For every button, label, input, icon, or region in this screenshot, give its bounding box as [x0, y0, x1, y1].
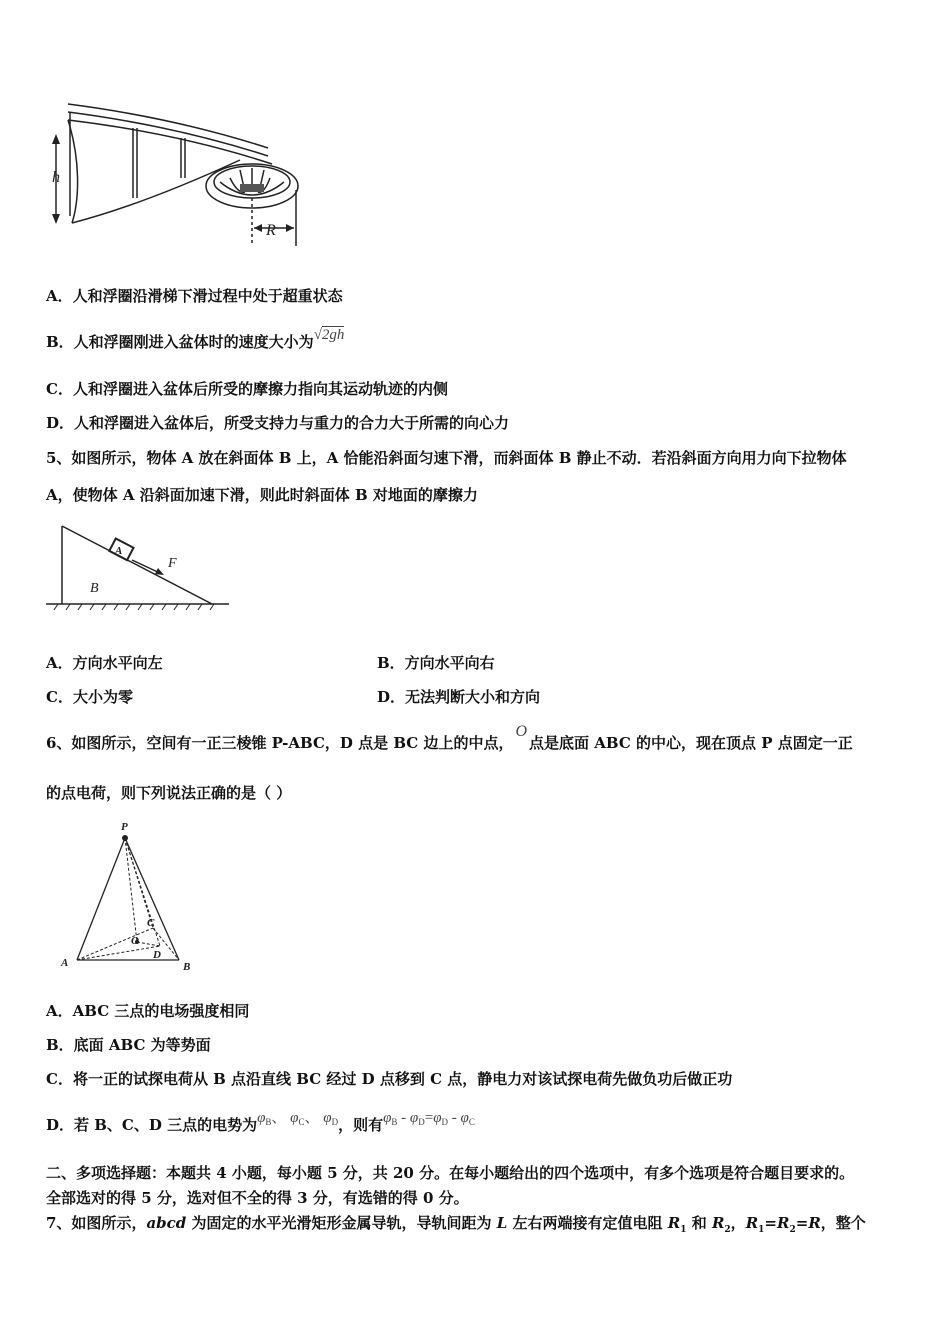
q6-option-a: A．ABC 三点的电场强度相同: [46, 1002, 250, 1020]
q5-option-c: C．大小为零: [46, 688, 133, 706]
phi-symbol: φ: [323, 1110, 332, 1126]
phi-symbol: φ: [290, 1110, 299, 1126]
radius-label: R: [266, 222, 276, 239]
vertex-p-label: P: [121, 821, 128, 833]
q7-l: L: [496, 1214, 508, 1232]
minus-sign: -: [448, 1110, 461, 1126]
incline-b-label: B: [90, 581, 99, 596]
q7-r: R: [711, 1214, 725, 1232]
q7-comma: ，: [730, 1214, 746, 1232]
equals-sign: =: [424, 1110, 434, 1126]
sub-d: D: [418, 1117, 425, 1127]
q7-r: R: [667, 1214, 681, 1232]
vertex-c-label: C: [147, 917, 155, 929]
sqrt-radicand: 2gh: [321, 327, 345, 343]
potential-expression-1: [257, 1110, 338, 1126]
q6-option-d: [46, 1110, 475, 1140]
q7-r: R: [745, 1214, 759, 1232]
vertex-b-label: B: [183, 961, 191, 973]
q7-r: R: [777, 1214, 790, 1232]
q7-text-end: ，整个: [820, 1214, 866, 1232]
force-f-label: F: [168, 556, 177, 571]
center-o-symbol: O: [515, 723, 528, 740]
q5-option-a: A．方向水平向左: [46, 654, 163, 672]
q7-sub-1: 1: [680, 1225, 687, 1235]
potential-expression-2: [383, 1110, 475, 1126]
section2-header-line2: 全部选对的得 5 分，选对但不全的得 3 分，有选错的得 0 分。: [46, 1189, 469, 1207]
q6-stem-part1: 6、如图所示，空间有一正三棱锥 P-ABC，D 点是 BC 边上的中点，: [46, 734, 514, 752]
minus-sign: -: [397, 1110, 410, 1126]
separator: 、: [304, 1110, 320, 1126]
q6-option-b: B．底面 ABC 为等势面: [46, 1036, 211, 1054]
q5-option-d: D．无法判断大小和方向: [377, 688, 541, 706]
q6-option-c: C．将一正的试探电荷从 B 点沿直线 BC 经过 D 点移到 C 点，静电力对该试探电荷先做负功后做正功: [46, 1070, 733, 1088]
vertex-a-label: A: [61, 957, 69, 969]
q6-stem-part2: 点是底面 ABC 的中心，现在顶点 P 点固定一正: [529, 734, 853, 752]
q4-option-b: [46, 327, 345, 353]
phi-symbol: φ: [257, 1110, 266, 1126]
sub-b: B: [391, 1117, 398, 1127]
q7-sub-2: 2: [724, 1225, 731, 1235]
separator: 、: [271, 1110, 287, 1126]
center-o-label: O: [131, 935, 139, 947]
q7-text-3: 左右两端接有定值电阻: [507, 1214, 668, 1232]
sub-b: B: [265, 1117, 272, 1127]
phi-symbol: φ: [383, 1110, 392, 1126]
q7-r: R: [808, 1214, 821, 1232]
sub-c: C: [298, 1117, 305, 1127]
sub-c: C: [468, 1117, 475, 1127]
q6-option-d-then: ，则有: [338, 1116, 384, 1134]
q7-text-2: 为固定的水平光滑矩形金属导轨，导轨间距为: [186, 1214, 497, 1232]
q7-eq: =: [795, 1214, 809, 1232]
q7-stem-line1: [46, 1213, 866, 1240]
q7-text-1: 7、如图所示，: [46, 1214, 147, 1232]
q6-stem-line1: [46, 723, 853, 754]
phi-symbol: φ: [409, 1110, 419, 1126]
q4-option-b-text: B．人和浮圈刚进入盆体时的速度大小为: [46, 333, 314, 351]
q7-sub-1: 1: [758, 1225, 765, 1235]
water-slide-figure: [40, 98, 310, 250]
height-label: h: [52, 169, 60, 186]
q7-sub-2: 2: [789, 1225, 796, 1235]
sqrt-formula: √2gh: [313, 327, 345, 343]
point-d-label: D: [153, 949, 161, 961]
section2-header-line1: 二、多项选择题：本题共 4 小题，每小题 5 分，共 20 分。在每小题给出的四个选项中，有多个选项是符合题目要求的。: [46, 1164, 855, 1182]
q5-stem-line2: A，使物体 A 沿斜面加速下滑，则此时斜面体 B 对地面的摩擦力: [46, 486, 478, 504]
q6-option-d-text: D．若 B、C、D 三点的电势为: [46, 1116, 258, 1134]
pyramid-figure: [55, 818, 205, 978]
q7-eq: =: [764, 1214, 777, 1232]
sub-d: D: [441, 1117, 449, 1127]
q5-stem-line1: 5、如图所示，物体 A 放在斜面体 B 上，A 恰能沿斜面匀速下滑，而斜面体 B 静止不动．若沿斜面方向用力向下拉物体: [46, 449, 847, 467]
q7-and: 和: [686, 1214, 712, 1232]
q7-abcd: abcd: [146, 1214, 187, 1232]
phi-symbol: φ: [433, 1110, 442, 1126]
q6-stem-line2: 的点电荷，则下列说法正确的是（ ）: [46, 784, 292, 802]
sub-d: D: [331, 1117, 339, 1127]
block-a-label: A: [115, 545, 123, 557]
q4-option-d: D．人和浮圈进入盆体后，所受支持力与重力的合力大于所需的向心力: [46, 414, 510, 432]
q4-option-c: C．人和浮圈进入盆体后所受的摩擦力指向其运动轨迹的内侧: [46, 380, 448, 398]
q4-option-a: A．人和浮圈沿滑梯下滑过程中处于超重状态: [46, 287, 343, 305]
q5-option-b: B．方向水平向右: [377, 654, 495, 672]
incline-figure: [44, 522, 234, 612]
phi-symbol: φ: [460, 1110, 469, 1126]
